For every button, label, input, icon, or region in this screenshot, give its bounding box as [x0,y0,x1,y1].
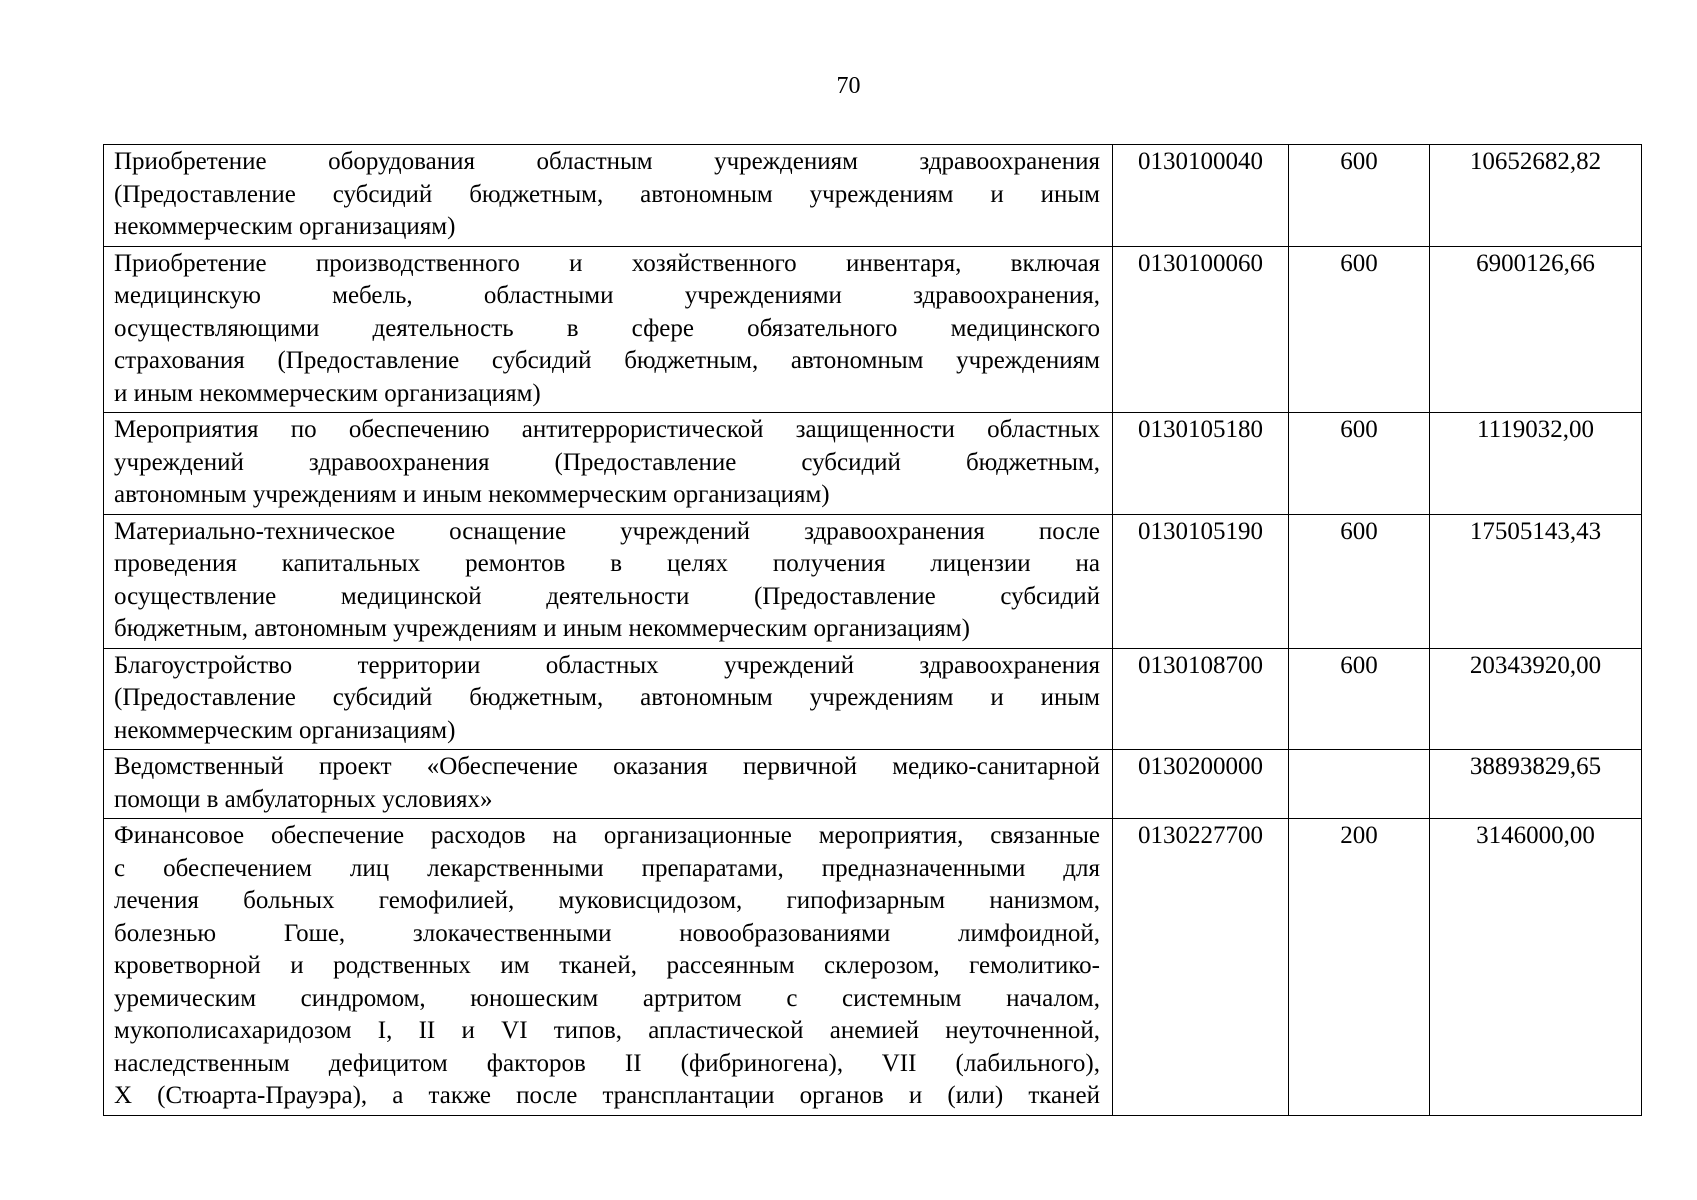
description-line: учреждений здравоохранения (Предоставление субсидий бюджетным, [114,448,1100,476]
budget-table [103,144,1642,1116]
description-line: кроветворной и родственных им тканей, рассеянным склерозом, гемолитико- [114,952,1100,979]
table-row [104,819,1642,1116]
description-line: с обеспечением лиц лекарственными препаратами, предназначенными для [114,854,1100,882]
page-number: 70 [836,73,861,99]
table-row [104,514,1642,648]
description-line: некоммерческим организациям) [114,213,456,240]
expense-description [104,145,1113,247]
target-code: 0130100040 [1113,145,1289,247]
table-row [104,648,1642,750]
target-code: 0130200000 [1113,750,1289,819]
description-line: (Предоставление субсидий бюджетным, автономным учреждениям и иным [114,180,1100,208]
target-code: 0130105180 [1113,413,1289,515]
target-code: 0130227700 [1113,819,1289,1116]
expense-type: 600 [1289,145,1430,247]
expense-description [104,413,1113,515]
expense-description [104,246,1113,413]
description-line: наследственным дефицитом факторов II (фибриногена), VII (лабильного), [114,1049,1100,1077]
description-line: Материально-техническое оснащение учреждений здравоохранения после [114,517,1100,545]
amount: 10652682,82 [1430,145,1642,247]
description-line: мукополисахаридозом I, II и VI типов, апластической анемией неуточненной, [114,1017,1100,1044]
description-line: болезнью Гоше, злокачественными новообразованиями лимфоидной, [114,919,1100,947]
target-code: 0130108700 [1113,648,1289,750]
description-line: бюджетным, автономным учреждениям и иным некоммерческим организациям) [114,615,970,642]
description-line: лечения больных гемофилией, муковисцидозом, гипофизарным нанизмом, [114,887,1100,914]
description-line: Благоустройство территории областных учреждений здравоохранения [114,651,1100,679]
description-line: некоммерческим организациям) [114,716,456,744]
description-line: Мероприятия по обеспечению антитеррористической защищенности областных [114,416,1100,443]
amount: 20343920,00 [1430,648,1642,750]
description-line: (Предоставление субсидий бюджетным, автономным учреждениям и иным [114,684,1100,711]
expense-type: 600 [1289,514,1430,648]
description-line: Ведомственный проект «Обеспечение оказания первичной медико-санитарной [114,753,1100,780]
expense-description [104,819,1113,1116]
description-line: автономным учреждениям и иным некоммерческим организациям) [114,481,830,508]
description-line: Приобретение производственного и хозяйственного инвентаря, включая [114,249,1100,277]
table-row [104,246,1642,413]
description-line: и иным некоммерческим организациям) [114,379,541,407]
amount: 17505143,43 [1430,514,1642,648]
expense-description [104,514,1113,648]
description-line: осуществляющими деятельность в сфере обязательного медицинского [114,314,1100,342]
description-line: медицинскую мебель, областными учреждениями здравоохранения, [114,282,1100,309]
description-line: уремическим синдромом, юношеским артритом с системным началом, [114,984,1100,1012]
expense-type: 600 [1289,246,1430,413]
target-code: 0130100060 [1113,246,1289,413]
amount: 3146000,00 [1430,819,1642,1116]
target-code: 0130105190 [1113,514,1289,648]
table-row [104,750,1642,819]
expense-type: 600 [1289,413,1430,515]
expense-description [104,648,1113,750]
expense-description [104,750,1113,819]
table-row [104,145,1642,247]
expense-type: 600 [1289,648,1430,750]
expense-type [1289,750,1430,819]
amount: 1119032,00 [1430,413,1642,515]
description-line: Финансовое обеспечение расходов на организационные мероприятия, связанные [114,822,1100,849]
description-line: страхования (Предоставление субсидий бюджетным, автономным учреждениям [114,347,1100,374]
description-line: проведения капитальных ремонтов в целях получения лицензии на [114,550,1100,577]
description-line: Приобретение оборудования областным учреждениям здравоохранения [114,148,1100,175]
description-line: помощи в амбулаторных условиях» [114,785,493,813]
table-row [104,413,1642,515]
amount: 6900126,66 [1430,246,1642,413]
budget-table-body [104,145,1642,1116]
description-line: X (Стюарта-Прауэра), а также после трансплантации органов и (или) тканей [114,1082,1100,1109]
expense-type: 200 [1289,819,1430,1116]
description-line: осуществление медицинской деятельности (Предоставление субсидий [114,582,1100,610]
amount: 38893829,65 [1430,750,1642,819]
